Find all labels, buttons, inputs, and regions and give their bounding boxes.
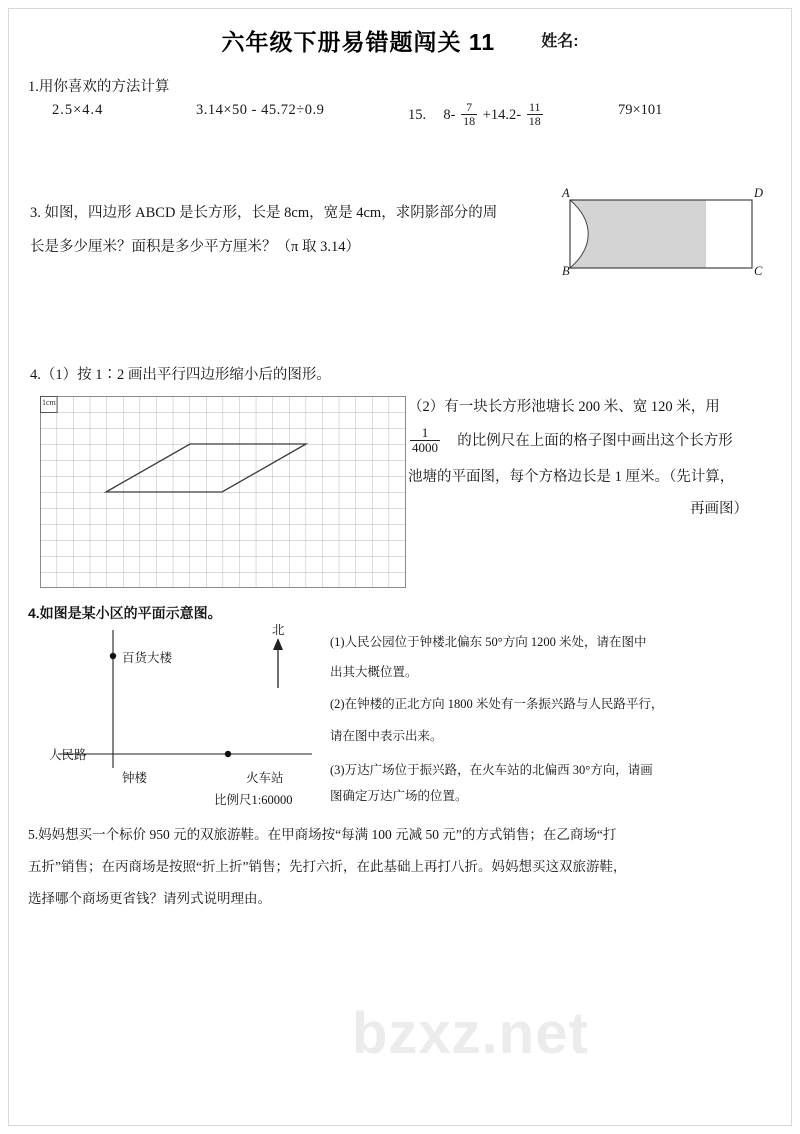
label-C: C (754, 264, 763, 278)
map-label-train-station: 火车站 (246, 771, 284, 785)
page-title: 六年级下册易错题闯关 11 (221, 29, 496, 55)
map-label-renmin-road: 人民路 (49, 748, 87, 762)
page-header (0, 24, 800, 57)
problem-4-2-line-4: 再画图） (690, 501, 748, 517)
problem-4-map-text-1: (1)人民公园位于钟楼北偏东 50°方向 1200 米处，请在图中 (330, 635, 647, 649)
name-field-label: 姓名: (541, 33, 579, 50)
problem-4-2-line-2 (408, 426, 733, 456)
map-label-department-store: 百货大楼 (122, 651, 173, 665)
map-label-bell-tower: 钟楼 (122, 771, 148, 785)
problem-4-1-title: 4.（1）按 1∶2 画出平行四边形缩小后的图形。 (30, 367, 331, 383)
point-train-station (225, 751, 231, 757)
fraction-numerator: 11 (528, 100, 541, 114)
fraction-denominator: 4000 (412, 440, 438, 456)
fraction-1-4000 (410, 426, 440, 456)
problem-4-map-text-5: (3)万达广场位于振兴路，在火车站的北偏西 30°方向，请画 (330, 763, 653, 777)
fraction-numerator: 1 (421, 424, 429, 440)
problem-3-line-2: 长是多少厘米？面积是多少平方厘米？（π 取 3.14） (30, 239, 360, 255)
problem-1-expression-1: 2.5×4.4 (52, 102, 104, 118)
problem-1-expression-3-part-a: 8- (443, 107, 456, 124)
problem-5-line-1: 5.妈妈想买一个标价 950 元的双旅游鞋。在甲商场按“每满 100 元减 50 元”的方式销售；在乙商场“打 (28, 827, 617, 842)
problem-5-line-3: 选择哪个商场更省钱？请列式说明理由。 (28, 891, 271, 906)
problem-1-expression-3 (408, 102, 545, 129)
problem-4-map-text-2: 出其大概位置。 (330, 665, 418, 679)
label-B: B (562, 264, 570, 278)
shaded-region (570, 200, 706, 268)
map-label-scale: 比例尺1:60000 (214, 793, 293, 807)
fraction-denominator: 18 (528, 114, 541, 129)
problem-1-expression-4: 79×101 (618, 102, 663, 118)
fraction-numerator: 7 (466, 100, 473, 114)
fraction-11-18 (527, 101, 543, 128)
label-D: D (754, 186, 764, 200)
problem-3-figure (556, 186, 766, 278)
problem-4-map-text-6: 图确定万达广场的位置。 (330, 789, 468, 803)
problem-4-1-grid-figure (40, 396, 406, 588)
label-A: A (562, 186, 570, 200)
problem-4-2-line-1: （2）有一块长方形池塘长 200 米、宽 120 米，用 (408, 399, 720, 415)
rectangle-abcd-diagram (556, 196, 766, 276)
map-label-north: 北 (272, 623, 285, 637)
problem-4-map-text-3: (2)在钟楼的正北方向 1800 米处有一条振兴路与人民路平行， (330, 697, 664, 711)
problem-1-expression-3-part-b: +14.2- (482, 107, 522, 124)
point-department-store (110, 653, 116, 659)
problem-1-title: 1.用你喜欢的方法计算 (28, 79, 170, 95)
grid-with-parallelogram (40, 396, 406, 588)
problem-4-2-line-3: 池塘的平面图，每个方格边长是 1 厘米。（先计算， (408, 469, 735, 485)
neighborhood-map-diagram (50, 622, 350, 802)
watermark-text: bzxz.net (352, 1001, 589, 1066)
problem-4-2-line-2-text: 的比例尺在上面的格子图中画出这个长方形 (457, 433, 733, 449)
north-arrow-head (273, 638, 283, 650)
problem-1-expression-2: 3.14×50 - 45.72÷0.9 (196, 102, 325, 118)
fraction-7-18 (461, 101, 477, 128)
fraction-denominator: 18 (463, 114, 476, 129)
problem-1-expression-3-number: 15. (408, 107, 427, 124)
problem-4-map-text-4: 请在图中表示出来。 (330, 729, 443, 743)
problem-3-line-1: 3. 如图，四边形 ABCD 是长方形，长是 8cm，宽是 4cm，求阴影部分的周 (30, 205, 498, 221)
problem-4-map-figure (49, 622, 350, 807)
problem-4-map-title: 4.如图是某小区的平面示意图。 (28, 605, 222, 621)
problem-5-line-2: 五折”销售；在丙商场是按照“折上折”销售；先打六折，在此基础上再打八折。妈妈想买这双旅游鞋， (28, 859, 627, 874)
